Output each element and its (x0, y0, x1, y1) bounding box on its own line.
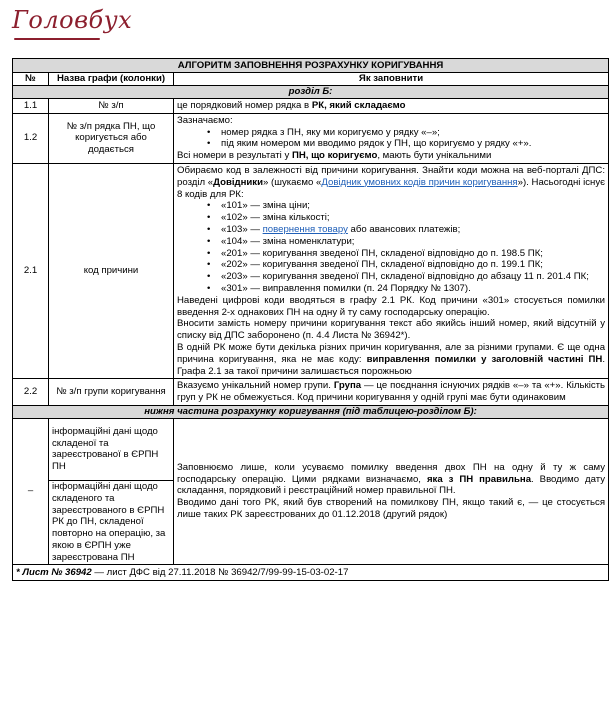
table-row (13, 418, 609, 480)
desc-paragraph (177, 165, 605, 200)
section-row (13, 405, 609, 418)
text-fragment: Всі номери в результаті у (177, 150, 292, 162)
goods-return-link[interactable]: повернення товару (262, 223, 348, 235)
row-name: інформаційні дані щодо складеної та зареєстрованої в ЄРПН ПН (49, 418, 174, 480)
codes-list (177, 200, 605, 294)
text-fragment: «103» — (221, 223, 263, 235)
logo-text: Головбух (12, 6, 133, 34)
desc-paragraph (177, 462, 605, 497)
desc-paragraph: Вводимо дані того РК, який був створений на помилкову ПН, якщо такий є, — це стосується лише таких РК зареєстрованих до 01.12.2018 (другий рядок) (177, 497, 606, 520)
row-number: 2.1 (13, 163, 49, 378)
text-fragment: » (шукаємо « (263, 176, 322, 188)
reason-codes-link[interactable]: Довідник умовних кодів причин коригування (321, 176, 518, 188)
row-name: інформаційні дані щодо складеного та зареєстрованого в ЄРПН РК до ПН, складеної повторно на операцію, за якою в ЄРПН уже зареєстрована ПН (49, 480, 174, 564)
desc-paragraph (177, 342, 605, 377)
row-name: № з/п (49, 99, 174, 114)
desc-paragraph (177, 380, 605, 404)
footnote-text: — лист ДФС від 27.11.2018 № 36942/7/99-99-15-03-02-17 (91, 566, 349, 578)
table-row (13, 163, 609, 378)
list-item: • «203» — коригування зведеної ПН, складеної відповідно до абзацу 11 п. 201.4 ПК; (177, 271, 605, 283)
row-description (174, 99, 609, 114)
list-item: • номер рядка з ПН, яку ми коригуємо у рядку «–»; (177, 127, 605, 139)
footnote (13, 564, 609, 581)
desc-intro: Зазначаємо: (177, 114, 233, 126)
text-fragment: — це поєднання існуючих рядків «–» та «+». Кількість груп у РК не обмежується. Код причини коригування у одній групі має бути одинаковим (177, 380, 606, 404)
row-name: код причини (49, 163, 174, 378)
bold-fragment: ПН, що коригуємо (291, 150, 378, 162)
list-item (177, 224, 605, 236)
row-name: № з/п групи коригування (49, 379, 174, 406)
row-number: 1.1 (13, 99, 49, 114)
row-name: № з/п рядка ПН, що коригується або додається (49, 113, 174, 163)
row-number: – (13, 418, 49, 564)
list-item: • «202» — коригування зведеної ПН, складеної відповідно до п. 199.1 ПК; (177, 259, 605, 271)
header-column-name: Назва графи (колонки) (49, 73, 174, 86)
bullet-list (177, 127, 605, 151)
list-item: • під яким номером ми вводимо рядок у ПН, що коригуємо у рядку «+». (177, 138, 605, 150)
footnote-row (13, 564, 609, 581)
table-row (13, 99, 609, 114)
row-number: 1.2 (13, 113, 49, 163)
table-title-row (13, 59, 609, 73)
text-fragment: . Графа 2.1 за такої причини залишається порожньою (177, 353, 606, 377)
algorithm-table (12, 58, 609, 581)
bold-fragment: виправлення помилки у заголовній частині ПН (366, 353, 603, 365)
text-fragment: . Вводимо дату складання, порядковий і реєстраційний номер правильної ПН. (177, 473, 606, 497)
footnote-ref: * Лист № 36942 (16, 566, 92, 578)
table-title: АЛГОРИТМ ЗАПОВНЕННЯ РОЗРАХУНКУ КОРИГУВАННЯ (13, 59, 609, 73)
list-item: • «301» — виправлення помилки (п. 24 Порядку № 1307). (177, 283, 605, 295)
section-title: нижня частина розрахунку коригування (під таблицею-розділом Б): (13, 405, 609, 418)
list-item: • «201» — коригування зведеної ПН, складеної відповідно до п. 198.5 ПК; (177, 248, 605, 260)
text-fragment: Обираємо код в залежності від причини коригування. Знайти коди можна на веб-порталі ДПС: розділ « (177, 164, 606, 188)
row-description (174, 163, 609, 378)
list-item: • «101» — зміна ціни; (177, 200, 605, 212)
bold-fragment: яка з ПН правильна (426, 473, 532, 485)
row-description (174, 379, 609, 406)
row-number: 2.2 (13, 379, 49, 406)
text-fragment: це порядковий номер рядка в (177, 100, 312, 111)
bold-fragment: РК, який складаємо (311, 100, 406, 111)
row-description (174, 113, 609, 163)
desc-outro (177, 150, 605, 162)
text-fragment: Вказуємо унікальний номер групи. (177, 380, 334, 392)
text-fragment: »). Насьогодні існує 8 кодів для РК: (177, 176, 606, 200)
text-fragment: В одній РК може бути декілька різних причин коригування, але за різними групами. Є ще одна причина коригування, яка не має коду: (177, 341, 606, 365)
text-fragment: або авансових платежів; (347, 223, 461, 235)
section-row (13, 86, 609, 99)
table-header-row (13, 73, 609, 86)
text-fragment: Заповнюємо лише, коли усуваємо помилку введення двох ПН на одну й ту ж саму господарську операцію. Цими рядками визначаємо, (177, 461, 606, 485)
section-title: розділ Б: (13, 86, 609, 99)
list-item: • «104» — зміна номенклатури; (177, 236, 605, 248)
table-row (13, 113, 609, 163)
header-how-to-fill: Як заповнити (174, 73, 609, 86)
desc-paragraph: Наведені цифрові коди вводяться в графу 2.1 РК. Код причини «301» стосується помилки введення 2-х однакових ПН на одну й ту саму господарську операцію. (177, 294, 606, 318)
list-item: • «102» — зміна кількості; (177, 212, 605, 224)
row-description (174, 418, 609, 564)
header-num: № (13, 73, 49, 86)
brand-logo[interactable] (12, 6, 182, 44)
bold-fragment: Група (333, 380, 362, 392)
desc-paragraph: Вносити замість номеру причини коригування текст або якийсь інший номер, який відсутній у списку від ДПС заборонено (п. 4.4 Листа № 36942*). (177, 318, 606, 342)
text-fragment: , мають бути унікальними (377, 150, 492, 162)
table-row (13, 379, 609, 406)
bold-fragment: Довідники (213, 176, 263, 188)
logo-underline (14, 38, 100, 40)
